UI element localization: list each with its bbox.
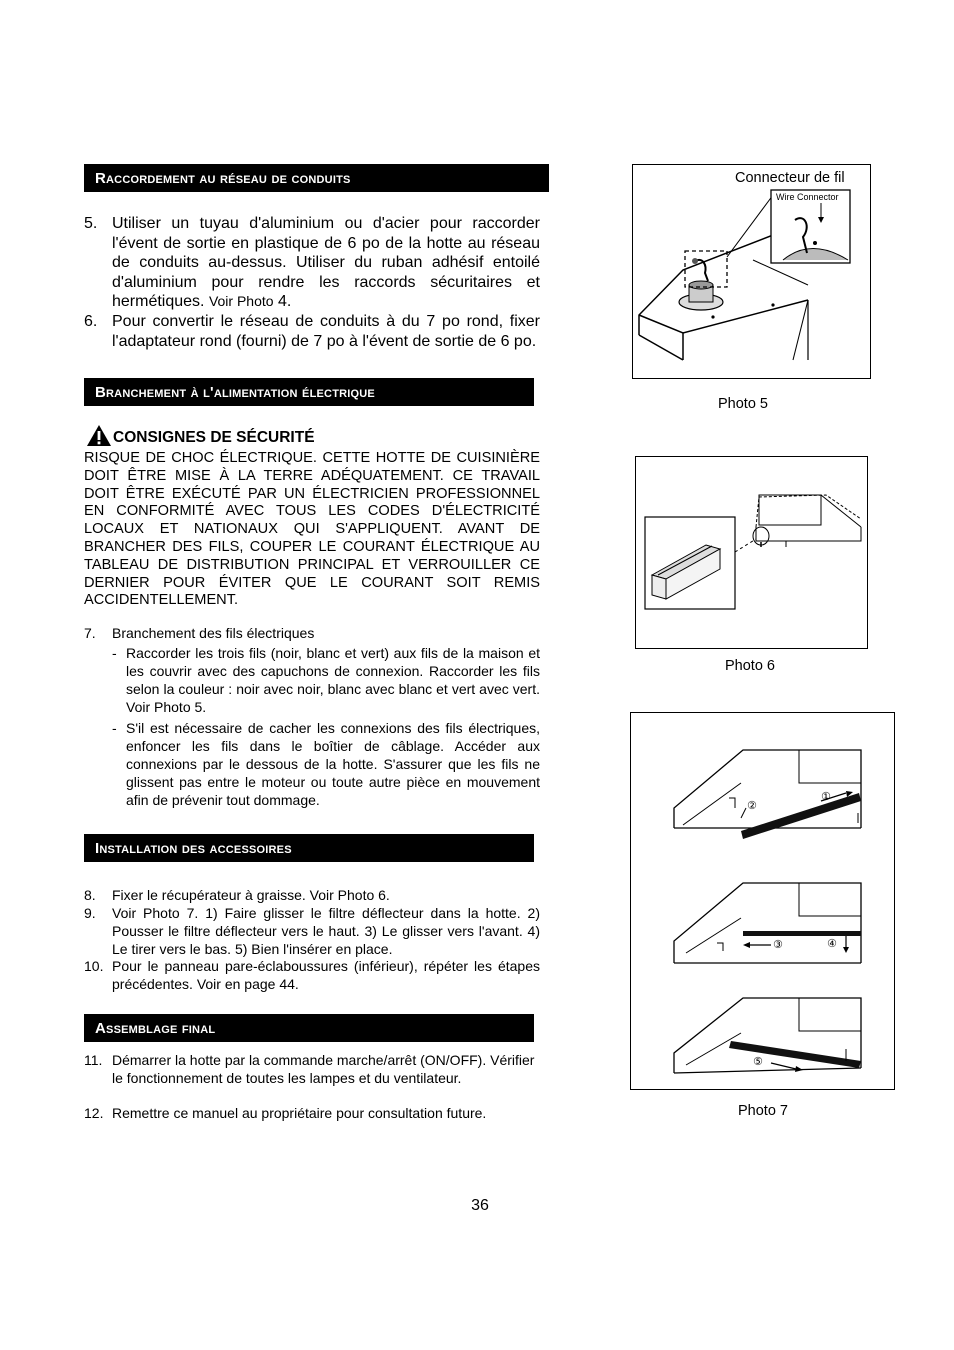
list-item (84, 1104, 540, 1122)
list-item (84, 214, 540, 312)
bullet-item (112, 644, 540, 716)
step-5-hood (674, 998, 861, 1073)
list-item (84, 886, 540, 904)
section-title: Installation des accessoires (95, 840, 292, 857)
step-1-2-hood (674, 750, 861, 839)
item-text: Voir Photo 7. 1) Faire glisser le filtre déflecteur dans la hotte. 2) Pousser le filtre déflecteur vers le haut. 3) Le glisser vers l'avant. 4) Le tirer vers le bas. 5) Bien l'insérer en place. (112, 905, 540, 957)
list-item (84, 1051, 540, 1087)
list-item (84, 624, 540, 642)
list-item (84, 904, 540, 958)
photo-5-caption: Photo 5 (718, 396, 768, 412)
bullet-text: Raccorder les trois fils (noir, blanc et vert) aux fils de la maison et les couvrir avec des capuchons de connexion. Raccorder les fils selon la couleur : noir avec noir, blanc avec blanc et vert avec vert. Voir Photo 5. (126, 645, 540, 715)
wire-connector-label-fr: Connecteur de fil (735, 170, 845, 186)
list-item (84, 957, 540, 993)
photo-7-frame (630, 712, 895, 1090)
bullet-text: S'il est nécessaire de cacher les connexions des fils électriques, enfoncer les fils dans le boîtier de câblage. Accéder aux connexions par le dessous de la hotte. S'assurer que les fils ne glissent pas entre le moteur ou toute autre pièce en mouvement afin de prévenir tout dommage. (126, 720, 540, 808)
section-title: Assemblage final (95, 1020, 216, 1037)
item-number: 9. (84, 905, 96, 921)
item-text: Démarrer la hotte par la commande marche/arrêt (ON/OFF). Vérifier le fonctionnement de toutes les lampes et du ventilateur. (112, 1052, 535, 1086)
item-text: Branchement des fils électriques (112, 625, 315, 641)
item-number: 5. (84, 215, 98, 232)
step-4-label: ④ (827, 937, 837, 950)
step-5-label: ⑤ (753, 1055, 763, 1068)
section-title: Branchement à l'alimentation électrique (95, 384, 375, 401)
grease-collector-illustration (636, 457, 867, 648)
step-3-4-hood (674, 883, 861, 963)
item-ref-number: 4. (278, 293, 292, 310)
step-1-label: ① (821, 790, 831, 803)
photo-5-frame (632, 164, 871, 379)
item-text: Pour convertir le réseau de conduits à du 7 po rond, fixer l'adaptateur rond (fourni) de 7 po à l'évent de sortie de 6 po. (112, 313, 540, 350)
photo-6-frame (635, 456, 868, 649)
item-number: 11. (84, 1052, 103, 1068)
safety-heading: CONSIGNES DE SÉCURITÉ (113, 429, 315, 446)
baffle-filter-steps-illustration (631, 713, 893, 1088)
bullet-item (112, 719, 540, 809)
bullet-dash: - (112, 645, 117, 661)
item-text: Pour le panneau pare-éclaboussures (inférieur), répéter les étapes précédentes. Voir en page 44. (112, 958, 540, 992)
section-header-raccordement (84, 164, 549, 192)
section-title: Raccordement au réseau de conduits (95, 170, 351, 187)
item-text: Remettre ce manuel au propriétaire pour consultation future. (112, 1105, 487, 1121)
item-number: 8. (84, 887, 96, 903)
safety-heading-row (86, 424, 486, 448)
photo-6-caption: Photo 6 (725, 658, 775, 674)
item-number: 6. (84, 313, 98, 330)
bullet-dash: - (112, 720, 117, 736)
step-3-label: ③ (773, 938, 783, 951)
safety-warning-text: RISQUE DE CHOC ÉLECTRIQUE. CETTE HOTTE DE CUISINIÈRE DOIT ÊTRE MISE À LA TERRE ADÉQUATEMENT. CE TRAVAIL DOIT ÊTRE EXÉCUTÉ PAR UN ÉLECTRICIEN PROFESSIONNEL EN CONFORMITÉ AVEC TOUS LES CODES D'ÉLECTRICITÉ LOCAUX ET NATIONAUX QUI S'APPLIQUENT. AVANT DE BRANCHER DES FILS, COUPER LE COURANT ÉLECTRIQUE AU TABLEAU DE DISTRIBUTION PRINCIPAL ET VERROUILLER CE DERNIER POUR ÉVITER QUE LE COURANT SOIT REMIS ACCIDENTELLEMENT. (84, 450, 540, 609)
item-text: Fixer le récupérateur à graisse. Voir Photo 6. (112, 887, 390, 903)
photo-7-caption: Photo 7 (738, 1103, 788, 1119)
page-number: 36 (471, 1197, 489, 1214)
item-number: 7. (84, 625, 96, 641)
section-header-branchement (84, 378, 534, 406)
item-ref: Voir Photo (208, 293, 274, 309)
wire-connector-label-en: Wire Connector (776, 192, 839, 202)
list-item (84, 312, 540, 351)
section-header-installation (84, 834, 534, 862)
step-2-label: ② (747, 799, 757, 812)
item-number: 12. (84, 1105, 104, 1121)
item-text: Utiliser un tuyau d'aluminium ou d'acier pour raccorder l'évent de sortie en plastique de 6 po de la hotte au réseau de conduits au-dessus. Utiliser du ruban adhésif entoilé d'aluminium pour rendre les raccords sécuritaires et hermétiques. (112, 215, 540, 310)
section-header-assemblage (84, 1014, 534, 1042)
item-number: 10. (84, 958, 104, 974)
warning-triangle-icon (86, 424, 112, 447)
